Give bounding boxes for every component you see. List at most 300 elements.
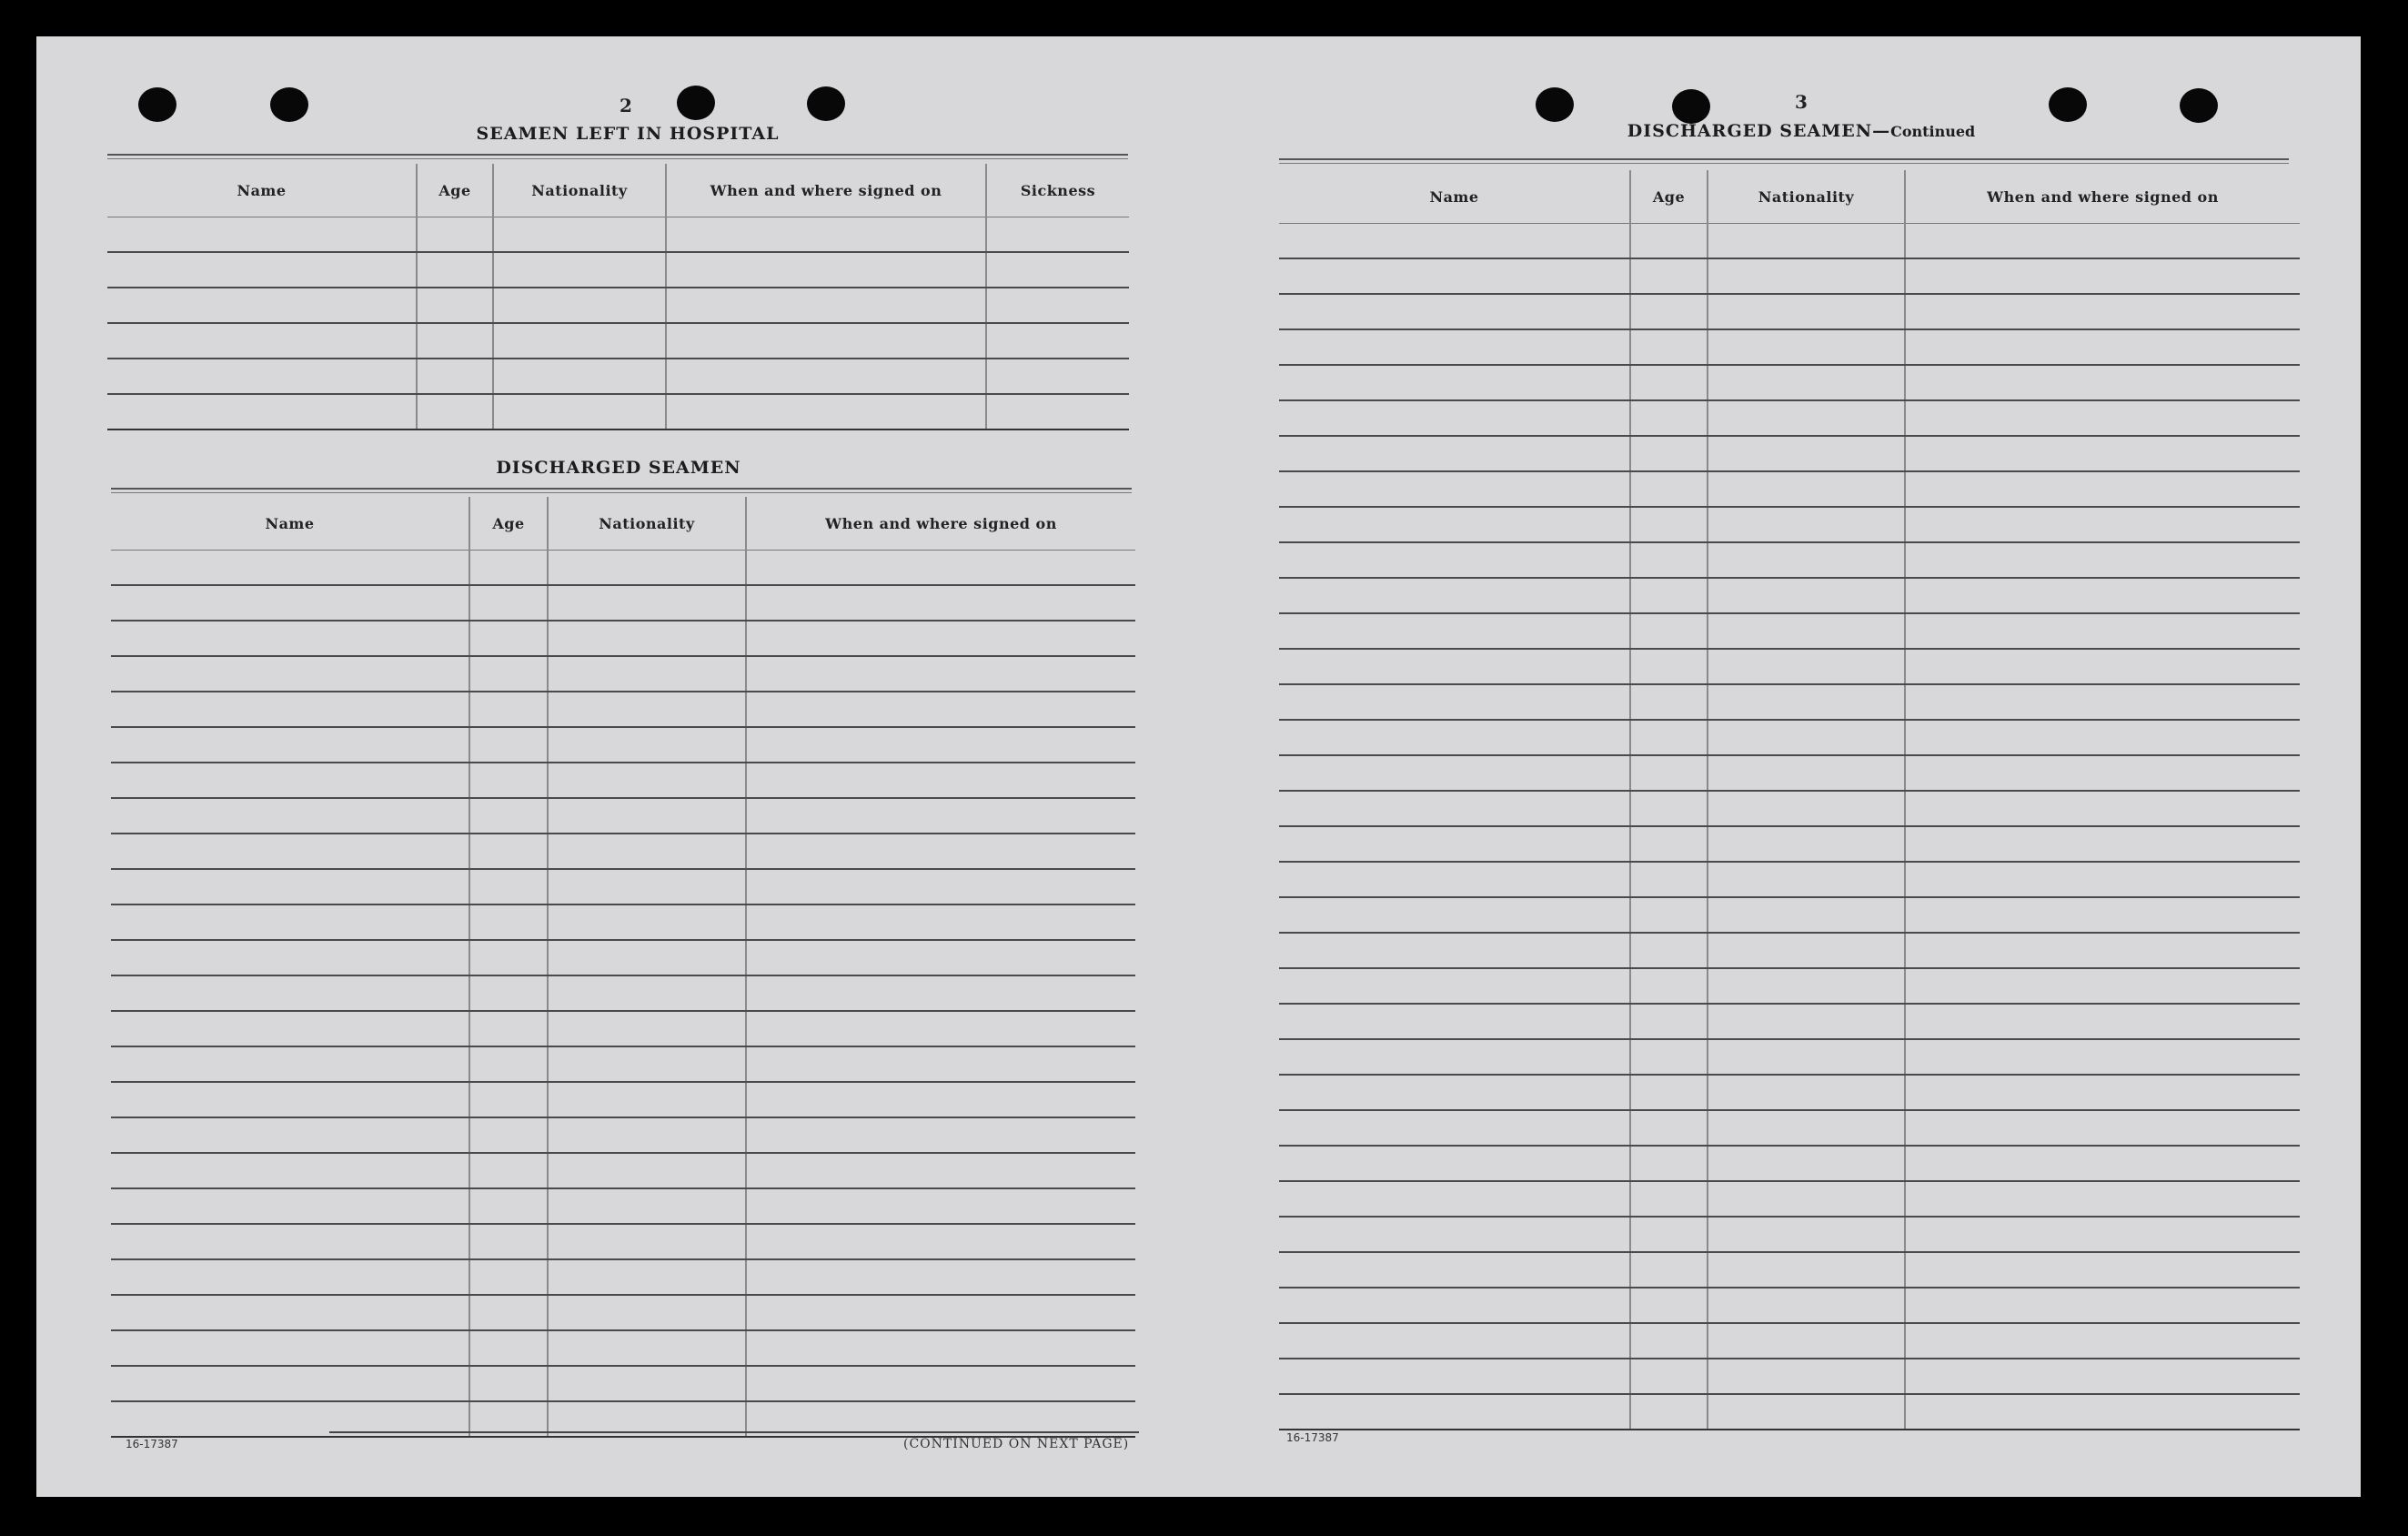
blank-cell[interactable] — [666, 288, 986, 323]
blank-cell[interactable] — [1279, 1359, 1630, 1394]
blank-cell[interactable] — [746, 904, 1135, 940]
blank-cell[interactable] — [746, 585, 1135, 621]
blank-cell[interactable] — [1630, 755, 1708, 791]
blank-cell[interactable] — [417, 288, 493, 323]
blank-cell[interactable] — [1905, 1217, 2300, 1252]
blank-cell[interactable] — [107, 288, 417, 323]
blank-cell[interactable] — [1630, 400, 1708, 436]
blank-cell[interactable] — [746, 1082, 1135, 1117]
blank-cell[interactable] — [548, 1295, 746, 1330]
blank-cell[interactable] — [1279, 365, 1630, 400]
blank-cell[interactable] — [1630, 826, 1708, 862]
blank-cell[interactable] — [1905, 968, 2300, 1004]
blank-cell[interactable] — [1630, 365, 1708, 400]
blank-cell[interactable] — [469, 834, 548, 869]
blank-cell[interactable] — [1279, 294, 1630, 329]
blank-cell[interactable] — [548, 692, 746, 727]
blank-cell[interactable] — [746, 975, 1135, 1011]
blank-cell[interactable] — [1630, 578, 1708, 613]
blank-cell[interactable] — [746, 551, 1135, 586]
blank-cell[interactable] — [111, 585, 469, 621]
table-row — [1279, 968, 2300, 1004]
table-row — [111, 1117, 1135, 1153]
blank-cell[interactable] — [746, 621, 1135, 656]
table-row — [111, 1330, 1135, 1366]
column-header-nationality: Nationality — [493, 164, 666, 217]
blank-cell[interactable] — [986, 288, 1129, 323]
blank-cell[interactable] — [1905, 542, 2300, 578]
discharged-table — [111, 497, 1135, 1438]
blank-cell[interactable] — [1279, 1181, 1630, 1217]
blank-cell[interactable] — [111, 1366, 469, 1401]
blank-cell[interactable] — [746, 1117, 1135, 1153]
blank-cell[interactable] — [548, 1366, 746, 1401]
blank-cell[interactable] — [107, 359, 417, 394]
blank-cell[interactable] — [1630, 1359, 1708, 1394]
blank-cell[interactable] — [111, 869, 469, 904]
blank-cell[interactable] — [1279, 862, 1630, 897]
blank-cell[interactable] — [1279, 897, 1630, 933]
blank-cell[interactable] — [548, 975, 746, 1011]
blank-cell[interactable] — [1708, 1181, 1905, 1217]
blank-cell[interactable] — [548, 798, 746, 834]
blank-cell[interactable] — [666, 394, 986, 429]
blank-cell[interactable] — [1905, 684, 2300, 720]
blank-cell[interactable] — [548, 1188, 746, 1224]
blank-cell[interactable] — [746, 1259, 1135, 1295]
blank-cell[interactable] — [469, 656, 548, 692]
right-page — [1210, 36, 2361, 1497]
blank-cell[interactable] — [1905, 436, 2300, 471]
blank-cell[interactable] — [111, 940, 469, 975]
blank-cell[interactable] — [1279, 1323, 1630, 1359]
blank-cell[interactable] — [1905, 897, 2300, 933]
blank-cell[interactable] — [111, 1330, 469, 1366]
blank-cell[interactable] — [469, 1224, 548, 1259]
blank-cell[interactable] — [111, 763, 469, 798]
blank-cell[interactable] — [1708, 436, 1905, 471]
blank-cell[interactable] — [1905, 613, 2300, 649]
blank-cell[interactable] — [417, 359, 493, 394]
blank-cell[interactable] — [493, 217, 666, 253]
blank-cell[interactable] — [1708, 1217, 1905, 1252]
blank-cell[interactable] — [1905, 1181, 2300, 1217]
blank-cell[interactable] — [111, 1046, 469, 1082]
blank-cell[interactable] — [107, 323, 417, 359]
table-row — [111, 621, 1135, 656]
column-header-age: Age — [417, 164, 493, 217]
blank-cell[interactable] — [548, 621, 746, 656]
blank-cell[interactable] — [548, 585, 746, 621]
blank-cell[interactable] — [1708, 471, 1905, 507]
blank-cell[interactable] — [111, 1011, 469, 1046]
blank-cell[interactable] — [1630, 258, 1708, 294]
blank-cell[interactable] — [469, 1046, 548, 1082]
blank-cell[interactable] — [1630, 968, 1708, 1004]
blank-cell[interactable] — [1630, 542, 1708, 578]
blank-cell[interactable] — [1708, 1288, 1905, 1323]
blank-cell[interactable] — [1630, 1075, 1708, 1110]
blank-cell[interactable] — [111, 621, 469, 656]
blank-cell[interactable] — [1905, 1110, 2300, 1146]
blank-cell[interactable] — [1708, 684, 1905, 720]
blank-cell[interactable] — [1630, 1146, 1708, 1181]
blank-cell[interactable] — [746, 869, 1135, 904]
table-row — [107, 252, 1129, 288]
blank-cell[interactable] — [548, 869, 746, 904]
blank-cell[interactable] — [1905, 720, 2300, 755]
blank-cell[interactable] — [1905, 400, 2300, 436]
blank-cell[interactable] — [107, 252, 417, 288]
blank-cell[interactable] — [1905, 471, 2300, 507]
blank-cell[interactable] — [1708, 826, 1905, 862]
blank-cell[interactable] — [1630, 1288, 1708, 1323]
blank-cell[interactable] — [469, 585, 548, 621]
table-header-row — [111, 497, 1135, 551]
blank-cell[interactable] — [1279, 542, 1630, 578]
blank-cell[interactable] — [469, 1295, 548, 1330]
blank-cell[interactable] — [111, 692, 469, 727]
blank-cell[interactable] — [548, 1153, 746, 1188]
blank-cell[interactable] — [746, 1330, 1135, 1366]
blank-cell[interactable] — [1630, 613, 1708, 649]
blank-cell[interactable] — [1279, 649, 1630, 684]
blank-cell[interactable] — [1279, 258, 1630, 294]
blank-cell[interactable] — [548, 656, 746, 692]
blank-cell[interactable] — [1630, 436, 1708, 471]
blank-cell[interactable] — [1905, 329, 2300, 365]
table-header-row — [1279, 170, 2300, 224]
blank-cell[interactable] — [1279, 1146, 1630, 1181]
blank-cell[interactable] — [1279, 968, 1630, 1004]
blank-cell[interactable] — [493, 323, 666, 359]
blank-cell[interactable] — [1630, 933, 1708, 968]
table-row — [1279, 294, 2300, 329]
blank-cell[interactable] — [1905, 826, 2300, 862]
blank-cell[interactable] — [1279, 1039, 1630, 1075]
blank-cell[interactable] — [1708, 507, 1905, 542]
blank-cell[interactable] — [417, 217, 493, 253]
blank-cell[interactable] — [1279, 755, 1630, 791]
table-row — [1279, 578, 2300, 613]
blank-cell[interactable] — [1708, 1004, 1905, 1039]
table-row — [1279, 1146, 2300, 1181]
form-sheet — [36, 36, 2361, 1497]
blank-cell[interactable] — [417, 394, 493, 429]
blank-cell[interactable] — [469, 1366, 548, 1401]
blank-cell[interactable] — [746, 1188, 1135, 1224]
table-row — [1279, 329, 2300, 365]
blank-cell[interactable] — [1279, 1394, 1630, 1430]
blank-cell[interactable] — [1630, 329, 1708, 365]
blank-cell[interactable] — [548, 940, 746, 975]
blank-cell[interactable] — [548, 551, 746, 586]
blank-cell[interactable] — [1905, 649, 2300, 684]
blank-cell[interactable] — [1905, 933, 2300, 968]
table-row — [1279, 1181, 2300, 1217]
blank-cell[interactable] — [1905, 791, 2300, 826]
blank-cell[interactable] — [1708, 1146, 1905, 1181]
blank-cell[interactable] — [746, 656, 1135, 692]
blank-cell[interactable] — [548, 834, 746, 869]
blank-cell[interactable] — [1905, 1359, 2300, 1394]
blank-cell[interactable] — [1279, 329, 1630, 365]
blank-cell[interactable] — [1279, 720, 1630, 755]
blank-cell[interactable] — [469, 1117, 548, 1153]
blank-cell[interactable] — [1905, 1146, 2300, 1181]
table-row — [111, 1366, 1135, 1401]
blank-cell[interactable] — [1905, 1288, 2300, 1323]
blank-cell[interactable] — [1905, 578, 2300, 613]
blank-cell[interactable] — [111, 904, 469, 940]
blank-cell[interactable] — [469, 904, 548, 940]
blank-cell[interactable] — [469, 869, 548, 904]
blank-cell[interactable] — [1279, 224, 1630, 259]
blank-cell[interactable] — [1905, 862, 2300, 897]
blank-cell[interactable] — [1630, 1004, 1708, 1039]
blank-cell[interactable] — [1708, 968, 1905, 1004]
column-header-when-and-where-signed-on: When and where signed on — [746, 497, 1135, 551]
blank-cell[interactable] — [1630, 294, 1708, 329]
column-header-nationality: Nationality — [1708, 170, 1905, 224]
blank-cell[interactable] — [746, 834, 1135, 869]
blank-cell[interactable] — [666, 252, 986, 288]
blank-cell[interactable] — [1630, 1394, 1708, 1430]
blank-cell[interactable] — [1905, 507, 2300, 542]
table-row — [111, 904, 1135, 940]
blank-cell[interactable] — [1279, 1075, 1630, 1110]
blank-cell[interactable] — [1279, 791, 1630, 826]
blank-cell[interactable] — [1279, 933, 1630, 968]
blank-cell[interactable] — [1630, 720, 1708, 755]
blank-cell[interactable] — [746, 940, 1135, 975]
blank-cell[interactable] — [548, 1046, 746, 1082]
blank-cell[interactable] — [548, 1259, 746, 1295]
blank-cell[interactable] — [746, 727, 1135, 763]
blank-cell[interactable] — [548, 727, 746, 763]
blank-cell[interactable] — [746, 1153, 1135, 1188]
blank-cell[interactable] — [548, 1011, 746, 1046]
blank-cell[interactable] — [469, 1188, 548, 1224]
blank-cell[interactable] — [111, 798, 469, 834]
blank-cell[interactable] — [1905, 258, 2300, 294]
blank-cell[interactable] — [1905, 1252, 2300, 1288]
blank-cell[interactable] — [417, 252, 493, 288]
blank-cell[interactable] — [1630, 224, 1708, 259]
header-rule — [111, 488, 1132, 493]
blank-cell[interactable] — [107, 394, 417, 429]
blank-cell[interactable] — [746, 1295, 1135, 1330]
blank-cell[interactable] — [1279, 507, 1630, 542]
blank-cell[interactable] — [986, 252, 1129, 288]
blank-cell[interactable] — [1708, 755, 1905, 791]
blank-cell[interactable] — [746, 1011, 1135, 1046]
blank-cell[interactable] — [111, 1188, 469, 1224]
table-row — [1279, 471, 2300, 507]
blank-cell[interactable] — [1630, 1217, 1708, 1252]
blank-cell[interactable] — [746, 692, 1135, 727]
blank-cell[interactable] — [1905, 365, 2300, 400]
blank-cell[interactable] — [493, 359, 666, 394]
blank-cell[interactable] — [469, 1259, 548, 1295]
blank-cell[interactable] — [1708, 720, 1905, 755]
blank-cell[interactable] — [986, 394, 1129, 429]
blank-cell[interactable] — [111, 1224, 469, 1259]
left-page — [36, 36, 1210, 1497]
blank-cell[interactable] — [1708, 224, 1905, 259]
blank-cell[interactable] — [111, 1117, 469, 1153]
table-row — [1279, 1217, 2300, 1252]
column-header-sickness: Sickness — [986, 164, 1129, 217]
blank-cell[interactable] — [1708, 1394, 1905, 1430]
blank-cell[interactable] — [1708, 258, 1905, 294]
blank-cell[interactable] — [469, 1082, 548, 1117]
blank-cell[interactable] — [746, 798, 1135, 834]
table-row — [1279, 1075, 2300, 1110]
blank-cell[interactable] — [469, 1153, 548, 1188]
table-row — [107, 359, 1129, 394]
blank-cell[interactable] — [111, 656, 469, 692]
blank-cell[interactable] — [1708, 649, 1905, 684]
blank-cell[interactable] — [1708, 613, 1905, 649]
blank-cell[interactable] — [111, 1082, 469, 1117]
blank-cell[interactable] — [1630, 1181, 1708, 1217]
blank-cell[interactable] — [1905, 1039, 2300, 1075]
blank-cell[interactable] — [548, 763, 746, 798]
blank-cell[interactable] — [469, 940, 548, 975]
blank-cell[interactable] — [1708, 329, 1905, 365]
blank-cell[interactable] — [1630, 897, 1708, 933]
blank-cell[interactable] — [111, 1295, 469, 1330]
blank-cell[interactable] — [548, 1082, 746, 1117]
blank-cell[interactable] — [1630, 791, 1708, 826]
blank-cell[interactable] — [1905, 755, 2300, 791]
blank-cell[interactable] — [1279, 400, 1630, 436]
blank-cell[interactable] — [746, 1224, 1135, 1259]
blank-cell[interactable] — [1905, 294, 2300, 329]
discharged-table — [1279, 170, 2300, 1430]
blank-cell[interactable] — [1279, 471, 1630, 507]
blank-cell[interactable] — [417, 323, 493, 359]
blank-cell[interactable] — [666, 359, 986, 394]
blank-cell[interactable] — [1279, 1288, 1630, 1323]
blank-cell[interactable] — [1279, 436, 1630, 471]
table-row — [111, 1082, 1135, 1117]
blank-cell[interactable] — [1630, 1110, 1708, 1146]
blank-cell[interactable] — [111, 1153, 469, 1188]
blank-cell[interactable] — [493, 288, 666, 323]
blank-cell[interactable] — [469, 551, 548, 586]
table-row — [111, 1046, 1135, 1082]
blank-cell[interactable] — [548, 904, 746, 940]
blank-cell[interactable] — [1630, 1252, 1708, 1288]
blank-cell[interactable] — [469, 763, 548, 798]
blank-cell[interactable] — [1279, 613, 1630, 649]
blank-cell[interactable] — [1279, 826, 1630, 862]
table-row — [1279, 826, 2300, 862]
blank-cell[interactable] — [469, 1330, 548, 1366]
blank-cell[interactable] — [1905, 1323, 2300, 1359]
blank-cell[interactable] — [1708, 1252, 1905, 1288]
header-rule — [107, 154, 1128, 159]
blank-cell[interactable] — [986, 323, 1129, 359]
blank-cell[interactable] — [1708, 1039, 1905, 1075]
blank-cell[interactable] — [666, 323, 986, 359]
table-row — [1279, 791, 2300, 826]
form-number: 16-17387 — [1286, 1431, 1339, 1444]
blank-cell[interactable] — [1630, 684, 1708, 720]
blank-cell[interactable] — [111, 975, 469, 1011]
blank-cell[interactable] — [1630, 649, 1708, 684]
blank-cell[interactable] — [111, 551, 469, 586]
blank-cell[interactable] — [1630, 471, 1708, 507]
blank-cell[interactable] — [1708, 1075, 1905, 1110]
blank-cell[interactable] — [469, 975, 548, 1011]
blank-cell[interactable] — [1279, 1110, 1630, 1146]
blank-cell[interactable] — [1630, 1039, 1708, 1075]
blank-cell[interactable] — [111, 834, 469, 869]
blank-cell[interactable] — [1708, 862, 1905, 897]
blank-cell[interactable] — [1279, 1004, 1630, 1039]
blank-cell[interactable] — [469, 692, 548, 727]
blank-cell[interactable] — [986, 217, 1129, 253]
blank-cell[interactable] — [1708, 294, 1905, 329]
blank-cell[interactable] — [107, 217, 417, 253]
table-row — [111, 727, 1135, 763]
blank-cell[interactable] — [548, 1330, 746, 1366]
blank-cell[interactable] — [746, 1366, 1135, 1401]
form-number: 16-17387 — [126, 1438, 178, 1450]
blank-cell[interactable] — [1708, 542, 1905, 578]
blank-cell[interactable] — [1708, 1323, 1905, 1359]
blank-cell[interactable] — [1905, 1004, 2300, 1039]
blank-cell[interactable] — [666, 217, 986, 253]
blank-cell[interactable] — [1279, 578, 1630, 613]
blank-cell[interactable] — [1708, 791, 1905, 826]
blank-cell[interactable] — [1708, 578, 1905, 613]
blank-cell[interactable] — [1708, 365, 1905, 400]
blank-cell[interactable] — [1708, 400, 1905, 436]
blank-cell[interactable] — [1708, 1359, 1905, 1394]
blank-cell[interactable] — [493, 394, 666, 429]
blank-cell[interactable] — [469, 798, 548, 834]
blank-cell[interactable] — [1708, 897, 1905, 933]
blank-cell[interactable] — [746, 1046, 1135, 1082]
blank-cell[interactable] — [1905, 1075, 2300, 1110]
blank-cell[interactable] — [469, 1011, 548, 1046]
blank-cell[interactable] — [1708, 1110, 1905, 1146]
blank-cell[interactable] — [1630, 862, 1708, 897]
blank-cell[interactable] — [986, 359, 1129, 394]
blank-cell[interactable] — [111, 1259, 469, 1295]
blank-cell[interactable] — [548, 1224, 746, 1259]
blank-cell[interactable] — [111, 727, 469, 763]
blank-cell[interactable] — [1708, 933, 1905, 968]
blank-cell[interactable] — [493, 252, 666, 288]
blank-cell[interactable] — [1279, 684, 1630, 720]
blank-cell[interactable] — [746, 763, 1135, 798]
blank-cell[interactable] — [1905, 224, 2300, 259]
table-row — [111, 834, 1135, 869]
blank-cell[interactable] — [469, 621, 548, 656]
blank-cell[interactable] — [1279, 1252, 1630, 1288]
blank-cell[interactable] — [469, 727, 548, 763]
blank-cell[interactable] — [1279, 1217, 1630, 1252]
blank-cell[interactable] — [1630, 507, 1708, 542]
blank-cell[interactable] — [548, 1117, 746, 1153]
blank-cell[interactable] — [1905, 1394, 2300, 1430]
blank-cell[interactable] — [1630, 1323, 1708, 1359]
